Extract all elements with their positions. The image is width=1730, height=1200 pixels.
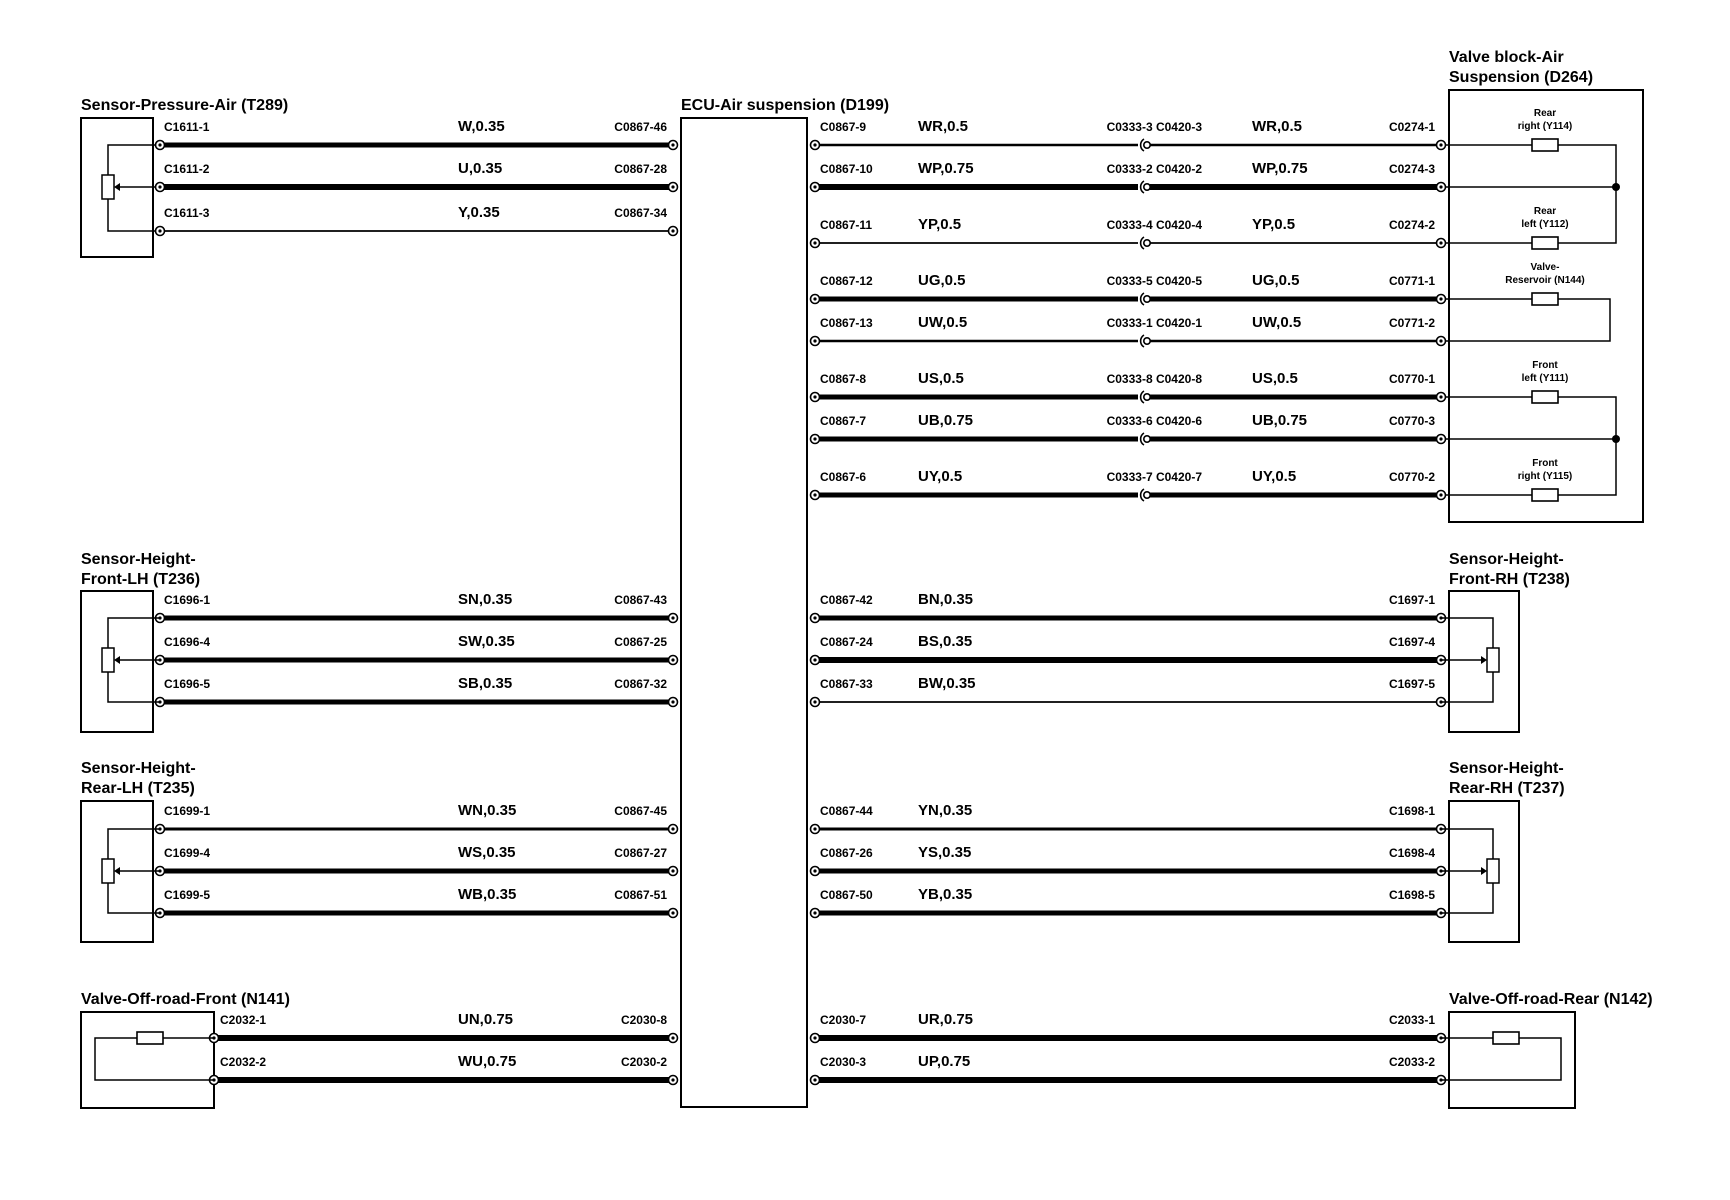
valve-wire-label-3: UG,0.5 — [918, 272, 966, 289]
valve-end-terminal-6-dot — [1439, 437, 1442, 440]
valve-inline-label-3: C0333-5 C0420-5 — [1106, 274, 1202, 288]
valve-name-1-1: Rear — [1533, 206, 1557, 217]
splice-dot-0 — [1612, 183, 1620, 191]
valve-name-2-3: left (Y111) — [1521, 373, 1569, 384]
solenoid-icon-offroad-rear — [1493, 1032, 1519, 1044]
left-ecu-terminal-6-dot — [671, 827, 674, 830]
left-start-terminal-1-dot — [158, 185, 161, 188]
valve-name-2-1: left (Y112) — [1521, 219, 1569, 230]
left-ecu-pin-label-6: C0867-45 — [614, 804, 667, 818]
solenoid-icon-offroad-front — [137, 1032, 163, 1044]
valve-name-2-2: Reservoir (N144) — [1505, 275, 1585, 286]
right-wire-label-2: BW,0.35 — [918, 675, 976, 692]
valve-wire2-label-1: WP,0.75 — [1252, 160, 1308, 177]
valve-inline-label-6: C0333-6 C0420-6 — [1106, 414, 1202, 428]
valve-name-2-4: right (Y115) — [1517, 471, 1573, 482]
valve-wire-label-1: WP,0.75 — [918, 160, 974, 177]
valve-inline-label-0: C0333-3 C0420-3 — [1106, 120, 1202, 134]
height-front-rh-title-1: Sensor-Height- — [1449, 551, 1564, 568]
valve-ecu-terminal-4-dot — [813, 339, 816, 342]
valve-wire2-label-7: UY,0.5 — [1252, 468, 1297, 485]
left-ecu-terminal-3-dot — [671, 616, 674, 619]
right-ecu-terminal-2-dot — [813, 700, 816, 703]
left-ecu-pin-label-2: C0867-34 — [614, 206, 667, 220]
valve-name-2-0: right (Y114) — [1517, 121, 1573, 132]
valve-name-1-0: Rear — [1533, 108, 1557, 119]
left-wire-label-7: WS,0.35 — [458, 844, 516, 861]
valve-block-title-1: Valve block-Air — [1449, 49, 1564, 66]
valve-inline-connector-2-pin — [1144, 240, 1150, 246]
valve-inline-label-4: C0333-1 C0420-1 — [1106, 316, 1202, 330]
valve-end-terminal-7-dot — [1439, 493, 1442, 496]
left-start-terminal-0-dot — [158, 143, 161, 146]
left-wire-label-8: WB,0.35 — [458, 886, 517, 903]
left-ecu-pin-label-3: C0867-43 — [614, 593, 667, 607]
left-wire-label-9: UN,0.75 — [458, 1011, 514, 1028]
right-end-pin-label-4: C1698-4 — [1388, 846, 1435, 860]
valve-ecu-terminal-6-dot — [813, 437, 816, 440]
left-ecu-terminal-0-dot — [671, 143, 674, 146]
valve-name-1-4: Front — [1532, 458, 1558, 469]
left-ecu-pin-label-7: C0867-27 — [614, 846, 667, 860]
potentiometer-icon-front-lh-body — [102, 648, 114, 672]
left-pin-label-7: C1699-4 — [164, 846, 211, 860]
valve-inline-connector-3-pin — [1144, 296, 1150, 302]
valve-ecu-terminal-1-dot — [813, 185, 816, 188]
valve-ecu-pin-label-3: C0867-12 — [820, 274, 873, 288]
valve-wire-label-2: YP,0.5 — [918, 216, 962, 233]
right-ecu-terminal-0-dot — [813, 616, 816, 619]
valve-end-pin-label-0: C0274-1 — [1388, 120, 1435, 134]
right-ecu-pin-label-4: C0867-26 — [820, 846, 873, 860]
valve-inline-label-1: C0333-2 C0420-2 — [1106, 162, 1202, 176]
right-ecu-pin-label-7: C2030-3 — [820, 1055, 867, 1069]
height-front-lh-title-2: Front-LH (T236) — [81, 571, 201, 588]
valve-end-terminal-3-dot — [1439, 297, 1442, 300]
valve-wire2-label-5: US,0.5 — [1252, 370, 1298, 387]
ecu-title: ECU-Air suspension (D199) — [681, 97, 890, 114]
valve-wire2-label-0: WR,0.5 — [1252, 118, 1303, 135]
right-end-pin-label-6: C2033-1 — [1388, 1013, 1435, 1027]
right-ecu-terminal-3-dot — [813, 827, 816, 830]
valve-wire-label-6: UB,0.75 — [918, 412, 974, 429]
valve-wire-label-5: US,0.5 — [918, 370, 964, 387]
right-wire-label-1: BS,0.35 — [918, 633, 973, 650]
right-ecu-pin-label-2: C0867-33 — [820, 677, 873, 691]
valve-wire-label-0: WR,0.5 — [918, 118, 969, 135]
valve-ecu-pin-label-1: C0867-10 — [820, 162, 873, 176]
valve-ecu-pin-label-4: C0867-13 — [820, 316, 873, 330]
valve-end-terminal-4-dot — [1439, 339, 1442, 342]
right-end-pin-label-0: C1697-1 — [1388, 593, 1435, 607]
right-ecu-pin-label-1: C0867-24 — [820, 635, 873, 649]
pressure-sensor-title: Sensor-Pressure-Air (T289) — [81, 97, 289, 114]
solenoid-icon-1 — [1532, 237, 1558, 249]
valve-block-title-2: Suspension (D264) — [1449, 69, 1594, 86]
height-front-rh-title-2: Front-RH (T238) — [1449, 571, 1570, 588]
valve-inline-connector-5-pin — [1144, 394, 1150, 400]
right-ecu-terminal-5-dot — [813, 911, 816, 914]
valve-wire2-label-2: YP,0.5 — [1252, 216, 1296, 233]
valve-ecu-pin-label-6: C0867-7 — [820, 414, 867, 428]
valve-inline-connector-4-pin — [1144, 338, 1150, 344]
left-ecu-pin-label-4: C0867-25 — [614, 635, 667, 649]
valve-end-pin-label-1: C0274-3 — [1388, 162, 1435, 176]
right-wire-label-0: BN,0.35 — [918, 591, 974, 608]
right-wire-label-6: UR,0.75 — [918, 1011, 974, 1028]
left-ecu-terminal-4-dot — [671, 658, 674, 661]
valve-inline-connector-1-pin — [1144, 184, 1150, 190]
valve-end-terminal-5-dot — [1439, 395, 1442, 398]
valve-ecu-pin-label-5: C0867-8 — [820, 372, 867, 386]
valve-end-terminal-2-dot — [1439, 241, 1442, 244]
left-ecu-terminal-5-dot — [671, 700, 674, 703]
valve-ecu-terminal-0-dot — [813, 143, 816, 146]
left-wire-label-2: Y,0.35 — [458, 204, 500, 221]
right-ecu-pin-label-5: C0867-50 — [820, 888, 873, 902]
valve-ecu-terminal-3-dot — [813, 297, 816, 300]
solenoid-icon-0 — [1532, 139, 1558, 151]
solenoid-icon-2 — [1532, 293, 1558, 305]
right-wire-label-7: UP,0.75 — [918, 1053, 971, 1070]
right-ecu-terminal-6-dot — [813, 1036, 816, 1039]
offroad-front-title: Valve-Off-road-Front (N141) — [81, 991, 290, 1008]
left-pin-label-8: C1699-5 — [164, 888, 211, 902]
left-pin-label-10: C2032-2 — [220, 1055, 267, 1069]
valve-name-1-3: Front — [1532, 360, 1558, 371]
valve-wire-label-4: UW,0.5 — [918, 314, 968, 331]
left-pin-label-9: C2032-1 — [220, 1013, 267, 1027]
left-ecu-terminal-1-dot — [671, 185, 674, 188]
left-pin-label-0: C1611-1 — [164, 120, 210, 134]
left-ecu-pin-label-5: C0867-32 — [614, 677, 667, 691]
valve-end-terminal-0-dot — [1439, 143, 1442, 146]
left-start-terminal-2-dot — [158, 229, 161, 232]
left-pin-label-1: C1611-2 — [164, 162, 210, 176]
offroad-front-box — [81, 1012, 214, 1108]
valve-wire2-label-6: UB,0.75 — [1252, 412, 1308, 429]
solenoid-icon-3 — [1532, 391, 1558, 403]
left-ecu-pin-label-1: C0867-28 — [614, 162, 667, 176]
valve-inline-label-2: C0333-4 C0420-4 — [1106, 218, 1202, 232]
offroad-rear-title: Valve-Off-road-Rear (N142) — [1449, 991, 1653, 1008]
left-ecu-terminal-7-dot — [671, 869, 674, 872]
valve-end-pin-label-7: C0770-2 — [1388, 470, 1435, 484]
valve-inline-connector-0-pin — [1144, 142, 1150, 148]
height-rear-lh-title-2: Rear-LH (T235) — [81, 780, 195, 797]
right-wire-label-3: YN,0.35 — [918, 802, 973, 819]
left-pin-label-3: C1696-1 — [164, 593, 211, 607]
left-wire-label-3: SN,0.35 — [458, 591, 513, 608]
left-wire-label-5: SB,0.35 — [458, 675, 513, 692]
valve-wire2-label-3: UG,0.5 — [1252, 272, 1300, 289]
valve-ecu-pin-label-2: C0867-11 — [820, 218, 873, 232]
valve-ecu-terminal-7-dot — [813, 493, 816, 496]
right-ecu-pin-label-3: C0867-44 — [820, 804, 873, 818]
right-ecu-pin-label-0: C0867-42 — [820, 593, 873, 607]
valve-inline-label-5: C0333-8 C0420-8 — [1106, 372, 1202, 386]
potentiometer-icon-front-rh-body — [1487, 648, 1499, 672]
left-ecu-terminal-10-dot — [671, 1078, 674, 1081]
right-ecu-pin-label-6: C2030-7 — [820, 1013, 867, 1027]
left-ecu-pin-label-9: C2030-8 — [620, 1013, 667, 1027]
valve-end-pin-label-3: C0771-1 — [1388, 274, 1435, 288]
right-end-pin-label-5: C1698-5 — [1388, 888, 1435, 902]
valve-end-pin-label-5: C0770-1 — [1388, 372, 1435, 386]
right-ecu-terminal-4-dot — [813, 869, 816, 872]
right-wire-label-5: YB,0.35 — [918, 886, 973, 903]
offroad-rear-box — [1449, 1012, 1575, 1108]
left-ecu-pin-label-10: C2030-2 — [620, 1055, 667, 1069]
valve-wire2-label-4: UW,0.5 — [1252, 314, 1302, 331]
symbols-layer — [95, 108, 1620, 1085]
potentiometer-icon-rear-rh-body — [1487, 859, 1499, 883]
left-ecu-terminal-9-dot — [671, 1036, 674, 1039]
left-wire-label-4: SW,0.35 — [458, 633, 515, 650]
right-ecu-terminal-1-dot — [813, 658, 816, 661]
height-rear-lh-title-1: Sensor-Height- — [81, 760, 196, 777]
valve-inline-label-7: C0333-7 C0420-7 — [1106, 470, 1202, 484]
left-wire-label-6: WN,0.35 — [458, 802, 517, 819]
left-wire-label-1: U,0.35 — [458, 160, 503, 177]
left-wire-label-10: WU,0.75 — [458, 1053, 517, 1070]
right-end-pin-label-7: C2033-2 — [1388, 1055, 1435, 1069]
left-pin-label-6: C1699-1 — [164, 804, 211, 818]
valve-inline-connector-6-pin — [1144, 436, 1150, 442]
solenoid-icon-4 — [1532, 489, 1558, 501]
valve-end-terminal-1-dot — [1439, 185, 1442, 188]
valve-ecu-terminal-5-dot — [813, 395, 816, 398]
left-ecu-terminal-2-dot — [671, 229, 674, 232]
valve-end-pin-label-4: C0771-2 — [1388, 316, 1435, 330]
height-rear-rh-title-1: Sensor-Height- — [1449, 760, 1564, 777]
left-ecu-terminal-8-dot — [671, 911, 674, 914]
left-pin-label-5: C1696-5 — [164, 677, 211, 691]
left-pin-label-4: C1696-4 — [164, 635, 211, 649]
right-wire-label-4: YS,0.35 — [918, 844, 972, 861]
valve-ecu-pin-label-0: C0867-9 — [820, 120, 867, 134]
splice-dot-1 — [1612, 435, 1620, 443]
valve-name-1-2: Valve- — [1530, 262, 1560, 273]
right-ecu-terminal-7-dot — [813, 1078, 816, 1081]
left-ecu-pin-label-8: C0867-51 — [614, 888, 667, 902]
valve-end-pin-label-6: C0770-3 — [1388, 414, 1435, 428]
height-front-lh-title-1: Sensor-Height- — [81, 551, 196, 568]
left-ecu-pin-label-0: C0867-46 — [614, 120, 667, 134]
valve-ecu-pin-label-7: C0867-6 — [820, 470, 867, 484]
left-pin-label-2: C1611-3 — [164, 206, 210, 220]
ecu-box — [681, 118, 807, 1107]
left-wire-label-0: W,0.35 — [458, 118, 505, 135]
valve-ecu-terminal-2-dot — [813, 241, 816, 244]
right-end-pin-label-3: C1698-1 — [1388, 804, 1435, 818]
valve-end-pin-label-2: C0274-2 — [1388, 218, 1435, 232]
right-end-pin-label-1: C1697-4 — [1388, 635, 1435, 649]
potentiometer-icon-rear-lh-body — [102, 859, 114, 883]
right-end-pin-label-2: C1697-5 — [1388, 677, 1435, 691]
height-rear-rh-title-2: Rear-RH (T237) — [1449, 780, 1565, 797]
valve-wire-label-7: UY,0.5 — [918, 468, 963, 485]
valve-inline-connector-7-pin — [1144, 492, 1150, 498]
